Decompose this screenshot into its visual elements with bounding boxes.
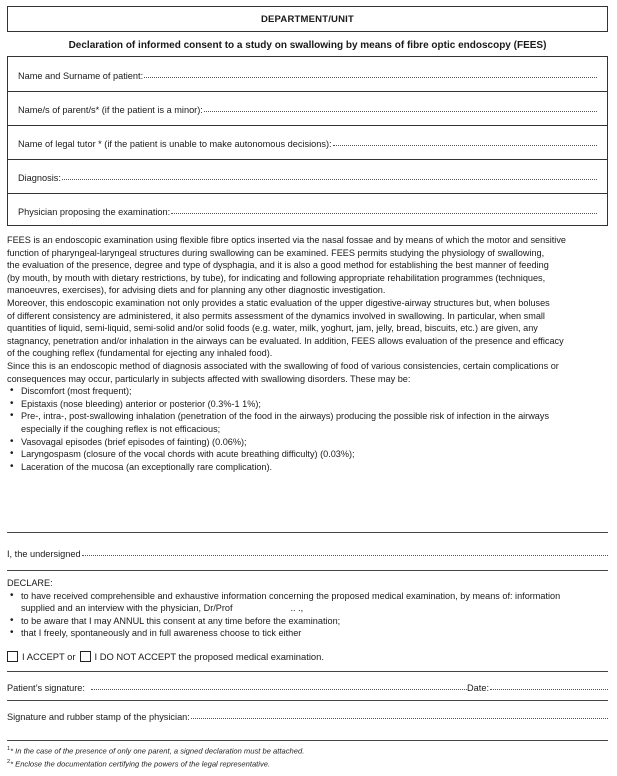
divider xyxy=(7,671,608,672)
undersigned-line[interactable] xyxy=(82,555,608,556)
physician-line[interactable] xyxy=(171,213,597,214)
diagnosis-line[interactable] xyxy=(62,179,597,180)
list-item-text: supplied and an interview with the physician, Dr/Prof xyxy=(21,603,233,614)
footnote-text: * Enclose the documentation certifying the powers of the legal representative. xyxy=(10,759,271,769)
list-item: • Laryngospasm (closure of the vocal chords with acute breathing difficulty) (0.03%); xyxy=(7,448,611,461)
undersigned-label: I, the undersigned xyxy=(7,549,81,559)
footnote-2 xyxy=(7,759,270,769)
divider xyxy=(8,91,607,92)
list-item: • Discomfort (most frequent); xyxy=(7,385,611,398)
divider xyxy=(8,125,607,126)
legal-tutor-field[interactable] xyxy=(18,135,597,149)
footnote-mark: 1 xyxy=(7,746,11,752)
divider xyxy=(8,193,607,194)
diagnosis-label: Diagnosis: xyxy=(18,173,61,183)
text-line: of the coughing reflex (fundamental for ejecting any inhaled food). xyxy=(7,348,273,359)
footnote-text: * In the case of the presence of only one parent, a signed declaration must be attached. xyxy=(10,746,305,756)
footnote-divider xyxy=(7,740,608,741)
patient-signature-row xyxy=(7,680,608,693)
declare-heading: DECLARE: xyxy=(7,578,53,588)
parents-name-field[interactable] xyxy=(18,101,597,115)
patient-name-line[interactable] xyxy=(144,77,597,78)
text-line: function of pharyngeal-laryngeal structures during swallowing can be examined. FEES permits studying the physiology of swallowing, xyxy=(7,247,545,258)
handwritten-marks: .. ., xyxy=(290,603,304,614)
patient-name-label: Name and Surname of patient: xyxy=(18,71,144,81)
text-line: (by mouth, by mouth with dietary restrictions, by tube), for indicating and following appropriate rehabilitation programmes (techniques, xyxy=(7,272,546,283)
list-item: • that I freely, spontaneously and in full awareness choose to tick either xyxy=(7,627,611,640)
complications-list xyxy=(7,385,611,473)
divider xyxy=(7,570,608,571)
patient-signature-label: Patient’s signature: xyxy=(7,683,85,693)
list-item: • to be aware that I may ANNUL this consent at any time before the examination; xyxy=(7,615,611,628)
list-item: • Laceration of the mucosa (an exceptionally rare complication). xyxy=(7,461,611,474)
text-line: the evaluation of the presence, degree and type of dysphagia, and it is also a good method for establishing the best manner of feeding xyxy=(7,260,549,271)
list-item-text: Pre-, intra-, post-swallowing inhalation (penetration of the food in the airways) producing the possible risk of infection in the airways xyxy=(21,411,550,422)
fees-description xyxy=(7,234,611,473)
divider xyxy=(7,532,608,533)
parents-name-label: Name/s of parent/s* (if the patient is a minor): xyxy=(18,105,203,115)
text-line: manoeuvres, exercises), for advising diets and for planning any other diagnostic investigation. xyxy=(7,285,386,296)
text-line: of different consistency are administered, it also permits assessment of the dynamics involved in swallowing. In particular, when small xyxy=(7,310,545,321)
text-line: quantities of liquid, semi-liquid, semi-solid and/or solid foods (e.g. water, milk, yoghurt, jam, jelly, bread, biscuits, etc.) are given, any xyxy=(7,323,538,334)
patient-name-field[interactable] xyxy=(18,67,597,81)
form-title: Declaration of informed consent to a study on swallowing by means of fibre optic endoscopy (FEES) xyxy=(68,40,547,51)
patient-info-box xyxy=(7,56,608,226)
text-line: Moreover, this endoscopic examination not only provides a static evaluation of the upper digestive-airway structures but, when boluses xyxy=(7,297,550,308)
list-item-text: to have received comprehensible and exhaustive information concerning the proposed medical examination, by means of: information xyxy=(21,590,561,601)
footnote-mark: 2 xyxy=(7,759,11,765)
accept-checkbox[interactable] xyxy=(7,651,18,662)
patient-signature-line[interactable] xyxy=(91,689,467,690)
date-line[interactable] xyxy=(490,689,608,690)
date-label: Date: xyxy=(467,683,489,693)
legal-tutor-line[interactable] xyxy=(333,145,597,146)
not-accept-checkbox[interactable] xyxy=(80,651,91,662)
physician-signature-line[interactable] xyxy=(191,718,608,719)
list-item xyxy=(7,590,611,615)
diagnosis-field[interactable] xyxy=(18,169,597,183)
footnote-1 xyxy=(7,746,304,756)
not-accept-label: I DO NOT ACCEPT the proposed medical examination. xyxy=(94,651,324,662)
divider xyxy=(7,700,608,701)
list-item: • Vasovagal episodes (brief episodes of fainting) (0.06%); xyxy=(7,436,611,449)
parents-name-line[interactable] xyxy=(204,111,597,112)
paragraph-complications xyxy=(7,360,611,385)
physician-label: Physician proposing the examination: xyxy=(18,207,171,217)
undersigned-field[interactable] xyxy=(7,546,608,559)
paragraph-intro xyxy=(7,234,611,297)
text-line: consequences may occur, particularly in subjects affected with swallowing disorders. These may be: xyxy=(7,373,411,384)
list-item-text: especially if the coughing reflex is not efficacious; xyxy=(21,423,221,434)
divider xyxy=(8,159,607,160)
list-item xyxy=(7,410,611,435)
physician-signature-label: Signature and rubber stamp of the physician: xyxy=(7,712,190,722)
text-line: Since this is an endoscopic method of diagnosis associated with the swallowing of food of various consistencies, certain complications or xyxy=(7,360,559,371)
paragraph-dynamics xyxy=(7,297,611,360)
department-header xyxy=(7,6,608,32)
list-item: • Epistaxis (nose bleeding) anterior or posterior (0.3%-1 1%); xyxy=(7,398,611,411)
declaration-section xyxy=(7,577,611,640)
department-label: DEPARTMENT/UNIT xyxy=(260,13,355,25)
text-line: stagnancy, penetration and/or inhalation in the airways can be evaluated. In addition, FEES allows evaluation of the presence and efficacy xyxy=(7,335,564,346)
accept-label: I ACCEPT or xyxy=(22,651,76,662)
legal-tutor-label: Name of legal tutor * (if the patient is unable to make autonomous decisions): xyxy=(18,139,332,149)
physician-field[interactable] xyxy=(18,203,597,217)
declare-list xyxy=(7,590,611,640)
text-line: FEES is an endoscopic examination using flexible fibre optics inserted via the nasal fossae and by means of which the motor and sensitive xyxy=(7,235,566,245)
consent-choice xyxy=(7,651,324,662)
physician-signature-row xyxy=(7,709,608,722)
